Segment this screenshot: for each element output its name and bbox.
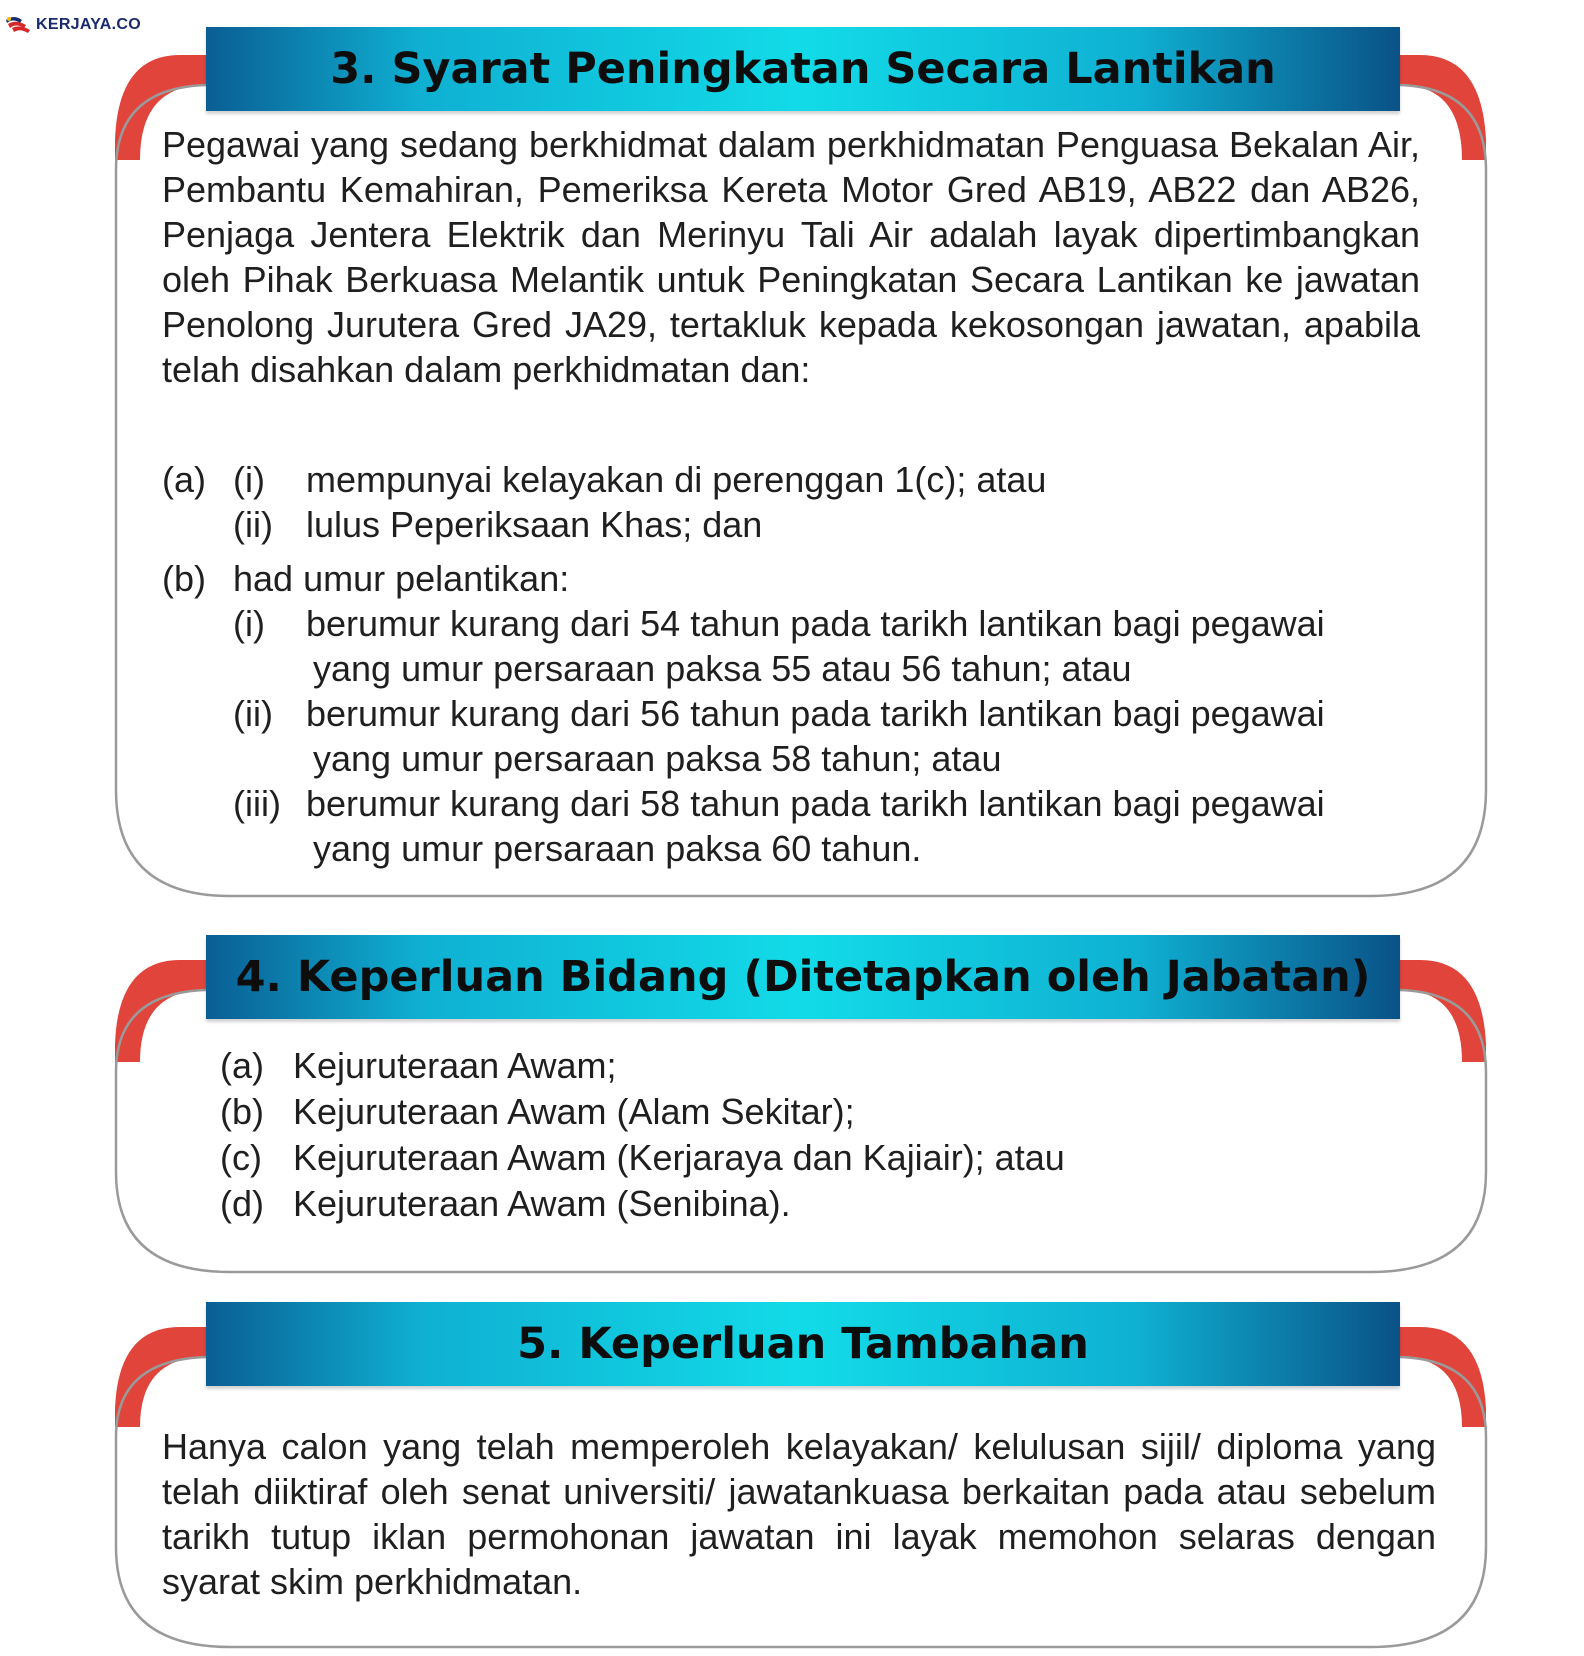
item-text: had umur pelantikan: — [233, 558, 570, 599]
sub-item-text: lulus Peperiksaan Khas; dan — [306, 504, 763, 545]
sub-item-label: (i) — [233, 603, 265, 644]
brand-name: KERJAYA.CO — [36, 16, 141, 33]
sub-item-label: (i) — [233, 459, 265, 500]
sub-item-text: yang umur persaraan paksa 55 atau 56 tahun; atau — [313, 648, 1132, 689]
list-item-text: Kejuruteraan Awam (Kerjaraya dan Kajiair); atau — [293, 1137, 1065, 1178]
section-paragraph: Pegawai yang sedang berkhidmat dalam perkhidmatan Penguasa Bekalan Air, Pembantu Kemahiran, Pemeriksa Kereta Motor Gred AB19, AB22 dan AB26, Penjaga Jentera Elektrik dan Merinyu Tali Air adalah layak dipertimbangkan oleh Pihak Berkuasa Melantik untuk Peningkatan Secara Lantikan ke jawatan Penolong Jurutera Gred JA29, tertakluk kepada kekosongan jawatan, apabila telah disahkan dalam perkhidmatan dan: — [162, 124, 1420, 390]
list-item-text: Kejuruteraan Awam (Alam Sekitar); — [293, 1091, 855, 1132]
sub-item-text: berumur kurang dari 54 tahun pada tarikh lantikan bagi pegawai — [306, 603, 1325, 644]
section-keperluan-tambahan — [0, 1297, 1584, 1652]
item-label: (a) — [162, 459, 206, 500]
section-header: 5. Keperluan Tambahan — [206, 1302, 1400, 1386]
sub-item-label: (ii) — [233, 693, 273, 734]
list-item-text: Kejuruteraan Awam; — [293, 1045, 617, 1086]
sub-item-text: berumur kurang dari 58 tahun pada tarikh lantikan bagi pegawai — [306, 783, 1325, 824]
list-item-label: (b) — [220, 1091, 264, 1132]
section-header: 3. Syarat Peningkatan Secara Lantikan — [206, 27, 1400, 111]
sub-item-text: yang umur persaraan paksa 58 tahun; atau — [313, 738, 1002, 779]
section-paragraph: Hanya calon yang telah memperoleh kelayakan/ kelulusan sijil/ diploma yang telah diiktiraf oleh senat universiti/ jawatankuasa berkaitan pada atau sebelum tarikh tutup iklan permohonan jawatan ini layak memohon selaras dengan syarat skim perkhidmatan. — [162, 1426, 1436, 1602]
list-item-text: Kejuruteraan Awam (Senibina). — [293, 1183, 791, 1224]
sub-item-text: berumur kurang dari 56 tahun pada tarikh lantikan bagi pegawai — [306, 693, 1325, 734]
sub-item-text: yang umur persaraan paksa 60 tahun. — [313, 828, 922, 869]
list-item-label: (d) — [220, 1183, 264, 1224]
sub-item-label: (iii) — [233, 783, 281, 824]
section-keperluan-bidang — [0, 932, 1584, 1282]
list-item-label: (c) — [220, 1137, 262, 1178]
item-label: (b) — [162, 558, 206, 599]
section-header: 4. Keperluan Bidang (Ditetapkan oleh Jabatan) — [206, 935, 1400, 1019]
sub-item-label: (ii) — [233, 504, 273, 545]
sub-item-text: mempunyai kelayakan di perenggan 1(c); atau — [306, 459, 1047, 500]
list-item-label: (a) — [220, 1045, 264, 1086]
